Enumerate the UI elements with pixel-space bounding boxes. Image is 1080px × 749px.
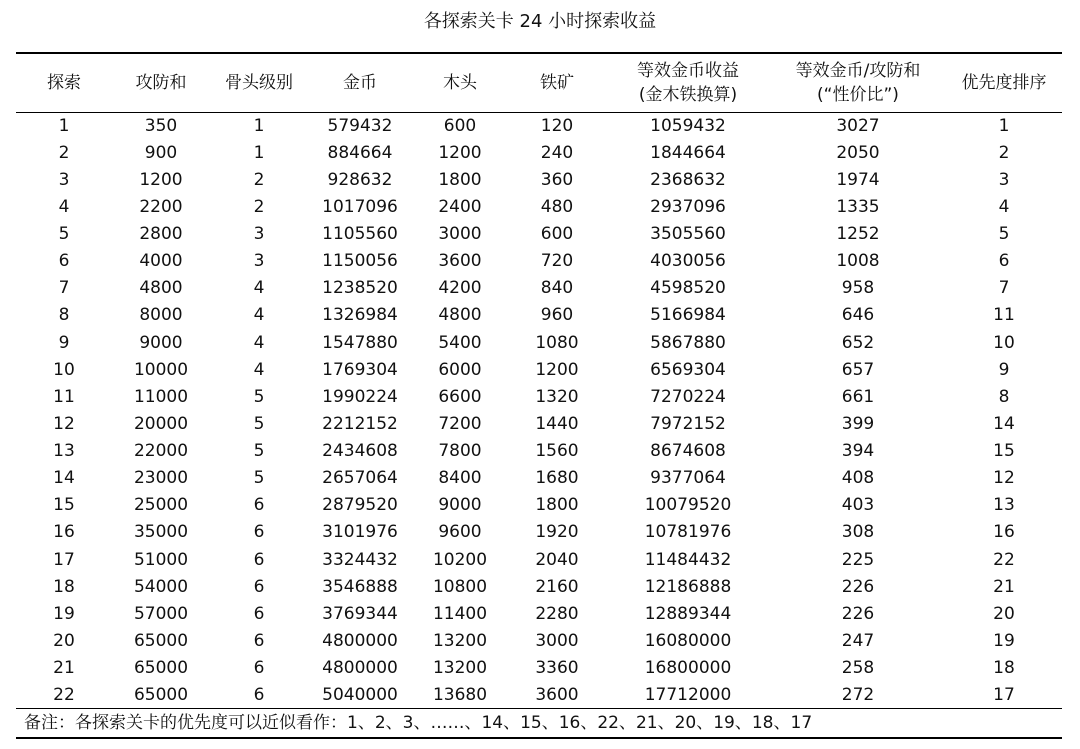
cell-explore-id: 21 xyxy=(53,658,75,679)
cell-priority: 20 xyxy=(993,603,1015,624)
cell-cost-performance: 394 xyxy=(841,441,875,462)
table-row xyxy=(16,438,1062,465)
cell-bone-level: 3 xyxy=(253,224,265,245)
table-row xyxy=(16,627,1062,654)
cell-iron: 3000 xyxy=(535,630,579,651)
cell-gold: 1017096 xyxy=(322,196,398,217)
cell-gold: 5040000 xyxy=(308,682,412,709)
exploration-income-table xyxy=(16,52,1062,739)
cell-iron: 840 xyxy=(540,278,574,299)
cell-explore-id: 15 xyxy=(53,495,75,516)
cell-wood: 3000 xyxy=(438,224,482,245)
cell-equiv-gold: 1059432 xyxy=(650,115,726,136)
table-row xyxy=(16,302,1062,329)
cell-iron: 1440 xyxy=(535,413,579,434)
table-row xyxy=(16,655,1062,682)
cell-priority: 18 xyxy=(993,658,1015,679)
cell-wood: 1800 xyxy=(438,169,482,190)
cell-wood: 2400 xyxy=(438,196,482,217)
col-header-wood: 木头 xyxy=(412,53,508,112)
cell-priority: 15 xyxy=(993,441,1015,462)
cell-cost-performance: 652 xyxy=(841,332,875,353)
cell-gold: 2879520 xyxy=(322,495,398,516)
cell-equiv-gold: 12889344 xyxy=(644,603,732,624)
cell-bone-level: 6 xyxy=(253,658,265,679)
cell-gold: 1150056 xyxy=(322,251,398,272)
cell-gold: 3101976 xyxy=(322,522,398,543)
cell-explore-id: 4 xyxy=(58,196,70,217)
cell-iron: 480 xyxy=(540,196,574,217)
cell-explore-id: 1 xyxy=(58,115,70,136)
cell-explore-id: 9 xyxy=(58,332,70,353)
cell-wood: 13680 xyxy=(412,682,508,709)
cell-atkdef-sum: 2800 xyxy=(139,224,183,245)
cell-cost-performance: 247 xyxy=(841,630,875,651)
cell-bone-level: 1 xyxy=(253,142,265,163)
cell-cost-performance: 225 xyxy=(841,549,875,570)
table-row xyxy=(16,248,1062,275)
cell-iron: 2040 xyxy=(535,549,579,570)
cell-gold: 2434608 xyxy=(322,441,398,462)
cell-equiv-gold: 4030056 xyxy=(650,251,726,272)
cell-atkdef-sum: 10000 xyxy=(133,359,189,380)
cell-atkdef-sum: 900 xyxy=(144,142,178,163)
cell-bone-level: 6 xyxy=(253,630,265,651)
cell-equiv-gold: 11484432 xyxy=(644,549,732,570)
cell-gold: 3769344 xyxy=(322,603,398,624)
col-header-iron: 铁矿 xyxy=(508,53,606,112)
cell-explore-id: 6 xyxy=(58,251,70,272)
cell-priority: 13 xyxy=(993,495,1015,516)
cell-gold: 4800000 xyxy=(322,630,398,651)
table-row xyxy=(16,600,1062,627)
cell-atkdef-sum: 20000 xyxy=(133,413,189,434)
cell-cost-performance: 2050 xyxy=(836,142,880,163)
col-header-cost-performance: 等效金币/攻防和 (“性价比”) xyxy=(770,53,946,112)
cell-iron: 1920 xyxy=(535,522,579,543)
cell-wood: 7200 xyxy=(438,413,482,434)
cell-priority: 21 xyxy=(993,576,1015,597)
cell-bone-level: 6 xyxy=(253,495,265,516)
cell-bone-level: 2 xyxy=(253,196,265,217)
table-row xyxy=(16,682,1062,709)
cell-iron: 120 xyxy=(540,115,574,136)
cell-iron: 2280 xyxy=(535,603,579,624)
cell-gold: 3324432 xyxy=(322,549,398,570)
cell-atkdef-sum: 22000 xyxy=(133,441,189,462)
table-title: 各探索关卡 24 小时探索收益 xyxy=(423,11,657,32)
cell-bone-level: 6 xyxy=(210,682,308,709)
cell-cost-performance: 399 xyxy=(841,413,875,434)
cell-priority: 17 xyxy=(946,682,1062,709)
cell-atkdef-sum: 54000 xyxy=(133,576,189,597)
cell-bone-level: 4 xyxy=(253,305,265,326)
cell-priority: 10 xyxy=(993,332,1015,353)
cell-wood: 10800 xyxy=(432,576,488,597)
cell-wood: 9600 xyxy=(438,522,482,543)
cell-priority: 19 xyxy=(993,630,1015,651)
cell-gold: 1990224 xyxy=(322,386,398,407)
cell-bone-level: 3 xyxy=(253,251,265,272)
table-row xyxy=(16,573,1062,600)
cell-cost-performance: 226 xyxy=(841,576,875,597)
cell-iron: 1680 xyxy=(535,468,579,489)
cell-cost-performance: 308 xyxy=(841,522,875,543)
cell-cost-performance: 272 xyxy=(770,682,946,709)
cell-atkdef-sum: 2200 xyxy=(139,196,183,217)
cell-priority: 14 xyxy=(993,413,1015,434)
cell-equiv-gold: 1844664 xyxy=(650,142,726,163)
cell-equiv-gold: 7270224 xyxy=(650,386,726,407)
cell-equiv-gold: 6569304 xyxy=(650,359,726,380)
cell-atkdef-sum: 51000 xyxy=(133,549,189,570)
cell-gold: 1547880 xyxy=(322,332,398,353)
table-row xyxy=(16,221,1062,248)
cell-atkdef-sum: 4800 xyxy=(139,278,183,299)
cell-explore-id: 2 xyxy=(58,142,70,163)
table-row xyxy=(16,166,1062,193)
cell-bone-level: 5 xyxy=(253,468,265,489)
cell-atkdef-sum: 11000 xyxy=(133,386,189,407)
cell-explore-id: 10 xyxy=(53,359,75,380)
cell-wood: 11400 xyxy=(432,603,488,624)
cell-bone-level: 6 xyxy=(253,549,265,570)
cell-iron: 720 xyxy=(540,251,574,272)
col-header-atkdef-sum: 攻防和 xyxy=(112,53,210,112)
cell-equiv-gold: 2937096 xyxy=(650,196,726,217)
table-row xyxy=(16,112,1062,139)
cell-equiv-gold: 12186888 xyxy=(644,576,732,597)
cell-cost-performance: 226 xyxy=(841,603,875,624)
cell-priority: 4 xyxy=(998,196,1010,217)
cell-equiv-gold: 8674608 xyxy=(650,441,726,462)
cell-cost-performance: 661 xyxy=(841,386,875,407)
cell-wood: 1200 xyxy=(438,142,482,163)
table-row xyxy=(16,329,1062,356)
cell-equiv-gold: 4598520 xyxy=(650,278,726,299)
col-header-priority: 优先度排序 xyxy=(946,53,1062,112)
cell-explore-id: 11 xyxy=(53,386,75,407)
cell-atkdef-sum: 35000 xyxy=(133,522,189,543)
cell-iron: 960 xyxy=(540,305,574,326)
cell-cost-performance: 1335 xyxy=(836,196,880,217)
table-row xyxy=(16,383,1062,410)
cell-wood: 6000 xyxy=(438,359,482,380)
cell-wood: 5400 xyxy=(438,332,482,353)
header-row xyxy=(16,53,1062,112)
cell-gold: 579432 xyxy=(327,115,393,136)
cell-priority: 2 xyxy=(998,142,1010,163)
cell-iron: 3360 xyxy=(535,658,579,679)
cell-iron: 240 xyxy=(540,142,574,163)
cell-bone-level: 2 xyxy=(253,169,265,190)
cell-wood: 3600 xyxy=(438,251,482,272)
cell-equiv-gold: 5867880 xyxy=(650,332,726,353)
cell-atkdef-sum: 23000 xyxy=(133,468,189,489)
cell-gold: 1238520 xyxy=(322,278,398,299)
cell-gold: 3546888 xyxy=(322,576,398,597)
cell-wood: 13200 xyxy=(432,658,488,679)
cell-bone-level: 6 xyxy=(253,603,265,624)
cell-explore-id: 18 xyxy=(53,576,75,597)
cell-iron: 600 xyxy=(540,224,574,245)
cell-iron: 1080 xyxy=(535,332,579,353)
cell-gold: 4800000 xyxy=(322,658,398,679)
cell-wood: 7800 xyxy=(438,441,482,462)
cell-equiv-gold: 9377064 xyxy=(650,468,726,489)
cell-bone-level: 1 xyxy=(253,115,265,136)
cell-iron: 360 xyxy=(540,169,574,190)
cell-bone-level: 4 xyxy=(253,359,265,380)
cell-explore-id: 19 xyxy=(53,603,75,624)
cell-cost-performance: 1008 xyxy=(836,251,880,272)
cell-cost-performance: 408 xyxy=(841,468,875,489)
cell-wood: 6600 xyxy=(438,386,482,407)
cell-explore-id: 17 xyxy=(53,549,75,570)
col-header-gold: 金币 xyxy=(308,53,412,112)
table-row xyxy=(16,193,1062,220)
cell-priority: 22 xyxy=(993,549,1015,570)
cell-cost-performance: 1974 xyxy=(836,169,880,190)
cell-atkdef-sum: 57000 xyxy=(133,603,189,624)
cell-explore-id: 13 xyxy=(53,441,75,462)
table-row xyxy=(16,465,1062,492)
cell-equiv-gold: 7972152 xyxy=(650,413,726,434)
col-header-equiv-gold: 等效金币收益 (金木铁换算) xyxy=(606,53,770,112)
cell-priority: 8 xyxy=(998,386,1010,407)
cell-bone-level: 4 xyxy=(253,332,265,353)
cell-priority: 9 xyxy=(998,359,1010,380)
note-row xyxy=(16,709,1062,739)
cell-iron: 1200 xyxy=(535,359,579,380)
cell-priority: 7 xyxy=(998,278,1010,299)
cell-equiv-gold: 2368632 xyxy=(650,169,726,190)
cell-wood: 13200 xyxy=(432,630,488,651)
cell-equiv-gold: 17712000 xyxy=(606,682,770,709)
table-row xyxy=(16,519,1062,546)
cell-wood: 8400 xyxy=(438,468,482,489)
cell-wood: 9000 xyxy=(438,495,482,516)
cell-explore-id: 16 xyxy=(53,522,75,543)
cell-wood: 10200 xyxy=(432,549,488,570)
table-row xyxy=(16,139,1062,166)
cell-iron: 2160 xyxy=(535,576,579,597)
col-header-explore: 探索 xyxy=(16,53,112,112)
cell-explore-id: 8 xyxy=(58,305,70,326)
cell-atkdef-sum: 1200 xyxy=(139,169,183,190)
cell-wood: 600 xyxy=(443,115,477,136)
cell-atkdef-sum: 65000 xyxy=(112,682,210,709)
cell-atkdef-sum: 25000 xyxy=(133,495,189,516)
table-row xyxy=(16,275,1062,302)
cell-iron: 3600 xyxy=(508,682,606,709)
cell-explore-id: 7 xyxy=(58,278,70,299)
cell-equiv-gold: 10079520 xyxy=(644,495,732,516)
table-note: 备注：各探索关卡的优先度可以近似看作：1、2、3、……、14、15、16、22、21、20、19、18、17 xyxy=(16,709,1062,739)
cell-explore-id: 3 xyxy=(58,169,70,190)
cell-equiv-gold: 3505560 xyxy=(650,224,726,245)
cell-cost-performance: 958 xyxy=(841,278,875,299)
cell-gold: 928632 xyxy=(327,169,393,190)
cell-explore-id: 22 xyxy=(16,682,112,709)
cell-priority: 12 xyxy=(993,468,1015,489)
cell-atkdef-sum: 8000 xyxy=(139,305,183,326)
cell-equiv-gold: 10781976 xyxy=(644,522,732,543)
table-row xyxy=(16,546,1062,573)
cell-gold: 2657064 xyxy=(322,468,398,489)
cell-priority: 6 xyxy=(998,251,1010,272)
cell-explore-id: 12 xyxy=(53,413,75,434)
cell-cost-performance: 1252 xyxy=(836,224,880,245)
cell-cost-performance: 403 xyxy=(841,495,875,516)
cell-atkdef-sum: 4000 xyxy=(139,251,183,272)
cell-priority: 16 xyxy=(993,522,1015,543)
cell-gold: 1105560 xyxy=(322,224,398,245)
cell-explore-id: 5 xyxy=(58,224,70,245)
cell-cost-performance: 3027 xyxy=(836,115,880,136)
cell-bone-level: 5 xyxy=(253,441,265,462)
cell-atkdef-sum: 9000 xyxy=(139,332,183,353)
cell-equiv-gold: 5166984 xyxy=(650,305,726,326)
cell-cost-performance: 657 xyxy=(841,359,875,380)
cell-gold: 1769304 xyxy=(322,359,398,380)
cell-cost-performance: 258 xyxy=(841,658,875,679)
cell-bone-level: 5 xyxy=(253,386,265,407)
table-row xyxy=(16,356,1062,383)
cell-priority: 3 xyxy=(998,169,1010,190)
cell-wood: 4800 xyxy=(438,305,482,326)
cell-bone-level: 6 xyxy=(253,522,265,543)
cell-gold: 1326984 xyxy=(322,305,398,326)
cell-equiv-gold: 16800000 xyxy=(644,658,732,679)
cell-wood: 4200 xyxy=(438,278,482,299)
cell-equiv-gold: 16080000 xyxy=(644,630,732,651)
cell-priority: 1 xyxy=(998,115,1010,136)
col-header-bone-level: 骨头级别 xyxy=(210,53,308,112)
cell-atkdef-sum: 65000 xyxy=(133,630,189,651)
cell-iron: 1560 xyxy=(535,441,579,462)
cell-explore-id: 20 xyxy=(53,630,75,651)
cell-gold: 884664 xyxy=(327,142,393,163)
cell-gold: 2212152 xyxy=(322,413,398,434)
cell-atkdef-sum: 65000 xyxy=(133,658,189,679)
cell-iron: 1800 xyxy=(535,495,579,516)
cell-iron: 1320 xyxy=(535,386,579,407)
cell-bone-level: 4 xyxy=(253,278,265,299)
cell-priority: 5 xyxy=(998,224,1010,245)
cell-cost-performance: 646 xyxy=(841,305,875,326)
cell-explore-id: 14 xyxy=(53,468,75,489)
cell-priority: 11 xyxy=(993,305,1015,326)
table-row xyxy=(16,492,1062,519)
cell-bone-level: 6 xyxy=(253,576,265,597)
cell-bone-level: 5 xyxy=(253,413,265,434)
cell-atkdef-sum: 350 xyxy=(144,115,178,136)
table-row xyxy=(16,410,1062,437)
